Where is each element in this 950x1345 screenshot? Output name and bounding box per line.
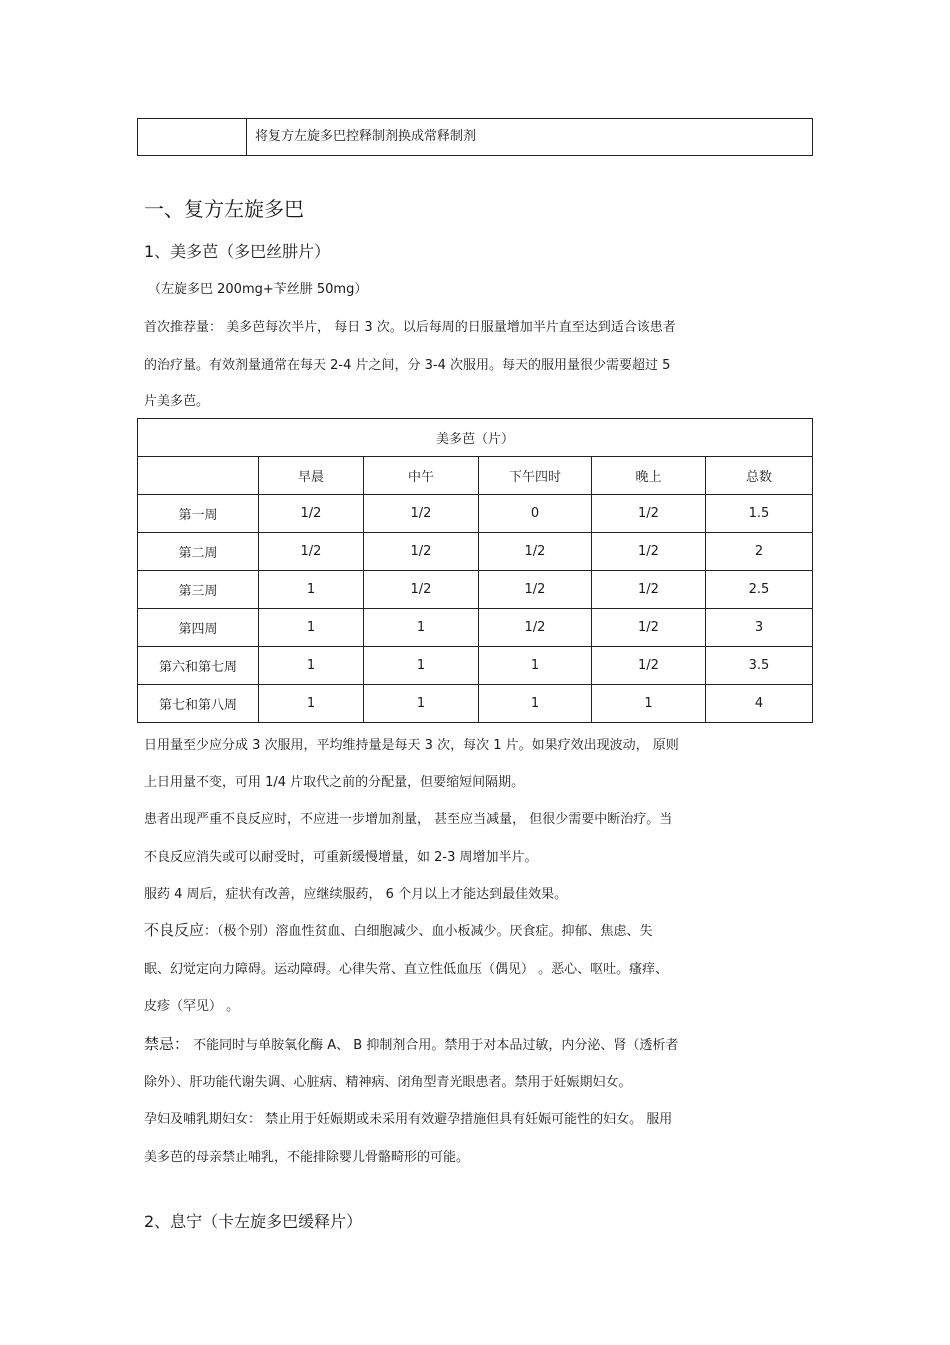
table-cell: 1 [259,647,364,685]
table-cell: 1 [364,609,479,647]
contra-line-2: 除外）、肝功能代谢失调、心脏病、精神病、闭角型青光眼患者。禁用于妊娠期妇女。 [144,1075,632,1090]
table-cell: 4 [706,685,813,723]
subsection-title-2: 2、息宁（卡左旋多巴缓释片） [144,1212,363,1231]
table-cell: 1/2 [479,571,592,609]
table-cell: 1/2 [592,533,706,571]
table-row [138,609,813,647]
table-cell: 1/2 [592,647,706,685]
table-cell: 0 [479,495,592,533]
table-cell: 1.5 [706,495,813,533]
table-row [138,647,813,685]
table-row [138,571,813,609]
table-row [138,685,813,723]
table-cell: 1 [259,571,364,609]
adverse-line-3: 皮疹（罕见） 。 [144,999,240,1014]
table-header-cell: 总数 [706,457,813,495]
table-cell: 1/2 [479,533,592,571]
table-cell: 第二周 [138,533,259,571]
dose-line-2: 的治疗量。有效剂量通常在每天 2-4 片之间，分 3-4 次服用。每天的服用量很少需要超过 5 [144,358,671,373]
table-title: 美多芭（片） [138,419,813,457]
after-line-1: 日用量至少应分成 3 次服用，平均维持量是每天 3 次，每次 1 片。如果疗效出现波动， 原则 [144,738,679,753]
table-header-cell: 下午四时 [479,457,592,495]
table-cell: 第七和第八周 [138,685,259,723]
after-line-3: 患者出现严重不良反应时，不应进一步增加剂量， 甚至应当减量， 但很少需要中断治疗。当 [144,812,673,827]
table-cell: 第六和第七周 [138,647,259,685]
table-header-row [138,457,813,495]
top-table-left-cell [138,119,247,155]
table-cell: 1 [259,685,364,723]
table-cell: 1/2 [259,495,364,533]
table-header-cell [138,457,259,495]
table-cell: 1/2 [479,609,592,647]
preg-line-2: 美多芭的母亲禁止哺乳，不能排除婴儿骨骼畸形的可能。 [144,1150,470,1165]
table-cell: 2.5 [706,571,813,609]
table-cell: 1 [259,609,364,647]
section-title: 一、复方左旋多巴 [144,197,304,221]
table-cell: 1/2 [364,571,479,609]
table-cell: 第三周 [138,571,259,609]
table-cell: 3 [706,609,813,647]
top-table-right-cell: 将复方左旋多巴控释制剂换成常释制剂 [255,129,477,144]
dosage-table [137,418,813,723]
table-cell: 1/2 [592,609,706,647]
table-row [138,495,813,533]
contra-line-1 [144,1033,678,1054]
dose-line-1: 首次推荐量： 美多芭每次半片， 每日 3 次。以后每周的日服量增加半片直至达到适合该患者 [144,320,676,335]
table-header-cell: 晚上 [592,457,706,495]
table-cell: 1/2 [364,533,479,571]
top-table-row [137,118,813,156]
table-cell: 2 [706,533,813,571]
table-cell: 1 [592,685,706,723]
after-line-4: 不良反应消失或可以耐受时，可重新缓慢增量，如 2-3 周增加半片。 [144,850,538,865]
adverse-label: 不良反应 [144,921,205,939]
table-cell: 1 [479,685,592,723]
after-line-5: 服药 4 周后，症状有改善，应继续服药， 6 个月以上才能达到最佳效果。 [144,887,568,902]
contra-text: 不能同时与单胺氧化酶 A、 B 抑制剂合用。禁用于对本品过敏，内分泌、肾（透析者 [189,1038,679,1053]
table-header-cell: 早晨 [259,457,364,495]
table-cell: 1/2 [592,571,706,609]
table-cell: 1/2 [259,533,364,571]
composition: （左旋多巴 200mg+苄丝肼 50mg） [148,282,368,297]
table-cell: 1 [479,647,592,685]
dose-line-3: 片美多芭。 [144,394,210,409]
preg-line-1: 孕妇及哺乳期妇女： 禁止用于妊娠期或未采用有效避孕措施但具有妊娠可能性的妇女。 服用 [144,1112,673,1127]
table-cell: 第四周 [138,609,259,647]
table-row [138,533,813,571]
adverse-line-1 [144,919,653,940]
adverse-text: ：（极个别）溶血性贫血、白细胞减少、血小板减少。厌食症。抑郁、焦虑、失 [204,924,653,939]
table-cell: 第一周 [138,495,259,533]
contra-label: 禁忌： [144,1035,190,1053]
table-cell: 1/2 [592,495,706,533]
table-cell: 1 [364,685,479,723]
table-header-cell: 中午 [364,457,479,495]
adverse-line-2: 眠、幻觉定向力障碍。运动障碍。心律失常、直立性低血压（偶见） 。恶心、呕吐。瘙痒、 [144,962,669,977]
table-cell: 1 [364,647,479,685]
subsection-title-1: 1、美多芭（多巴丝肼片） [144,242,331,261]
after-line-2: 上日用量不变，可用 1/4 片取代之前的分配量，但要缩短间隔期。 [144,775,525,790]
table-title-row [138,419,813,457]
table-cell: 1/2 [364,495,479,533]
table-cell: 3.5 [706,647,813,685]
